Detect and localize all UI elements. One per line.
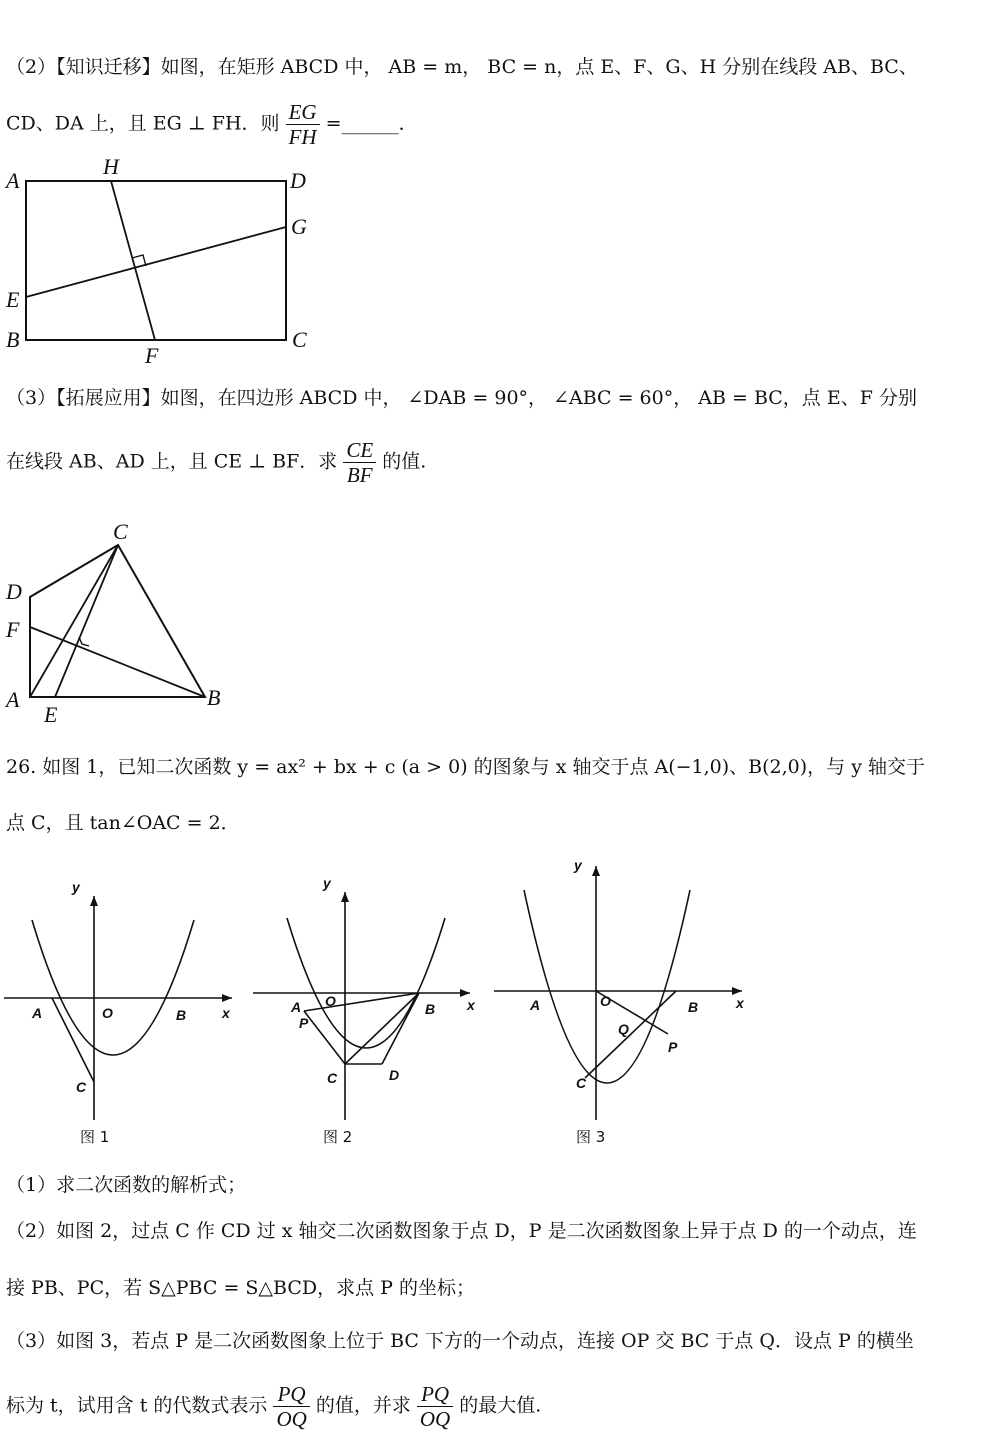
q26-part3-line2	[6, 1382, 541, 1431]
q25-3-line2-prefix: 在线段 AB、AD 上，且 CE ⊥ BF．求	[6, 450, 338, 473]
q25-3-line2	[6, 438, 426, 487]
figure-3	[490, 850, 760, 1150]
q26-part2-line2: 接 PB、PC，若 S△PBC = S△BCD，求点 P 的坐标；	[6, 1277, 475, 1299]
segment-eg	[26, 227, 286, 297]
axis-label-x: x	[467, 997, 475, 1013]
label-b: B	[176, 1007, 187, 1023]
q26-line1: 26. 如图 1，已知二次函数 y = ax² + bx + c (a > 0) 的图象与 x 轴交于点 A(−1,0)、B(2,0)，与 y 轴交于	[6, 756, 925, 778]
q26-part3-fraction-a	[273, 1382, 309, 1431]
fraction-denominator: OQ	[276, 1407, 307, 1431]
segment-db	[382, 993, 419, 1064]
x-axis-arrow	[222, 994, 232, 1002]
label-c: C	[327, 1070, 338, 1086]
label-c: C	[76, 1079, 87, 1095]
q25-3-line1: （3）【拓展应用】如图，在四边形 ABCD 中， ∠DAB = 90°， ∠ABC = 60°， AB = BC，点 E、F 分别	[6, 387, 917, 409]
label-p: P	[668, 1039, 678, 1055]
parabola	[287, 918, 445, 1048]
segment-hf	[111, 181, 155, 340]
q26-part3-fraction-b	[417, 1382, 453, 1431]
q25-2-line2	[6, 100, 418, 149]
label-b: B	[207, 685, 221, 710]
segment-ca	[30, 545, 118, 697]
label-h: H	[103, 154, 119, 179]
label-c: C	[113, 519, 128, 544]
label-a: A	[6, 687, 20, 712]
label-o: O	[325, 993, 336, 1009]
y-axis-arrow	[341, 892, 349, 902]
label-f: F	[6, 617, 20, 642]
label-p: P	[299, 1015, 309, 1031]
q25-2-line2-prefix: CD、DA 上，且 EG ⊥ FH．则	[6, 112, 280, 135]
x-axis-arrow	[732, 987, 742, 995]
parabola	[32, 920, 194, 1055]
label-q: Q	[618, 1021, 629, 1037]
label-d: D	[389, 1067, 400, 1083]
right-angle-mark	[79, 637, 89, 646]
quadrilateral-figure	[0, 515, 240, 730]
fraction-numerator: PQ	[273, 1382, 309, 1407]
figure-1	[0, 870, 245, 1150]
y-axis-arrow	[592, 866, 600, 876]
fraction-denominator: OQ	[419, 1407, 451, 1431]
fraction-denominator: FH	[288, 125, 317, 149]
label-b: B	[425, 1001, 436, 1017]
segment-bc	[585, 991, 676, 1078]
label-e: E	[6, 287, 20, 312]
label-g: G	[291, 214, 307, 239]
axis-label-x: x	[222, 1005, 230, 1021]
rectangle-figure	[0, 150, 340, 375]
label-f: F	[145, 343, 159, 368]
figure-caption: 图 2	[323, 1128, 353, 1146]
segment-pb	[304, 993, 419, 1011]
label-e: E	[44, 702, 58, 727]
axis-label-y: y	[323, 875, 331, 891]
figure-caption: 图 3	[576, 1128, 606, 1146]
x-axis-arrow	[460, 989, 470, 997]
label-c: C	[576, 1075, 587, 1091]
fraction-numerator: PQ	[417, 1382, 453, 1407]
label-d: D	[6, 579, 22, 604]
y-axis-arrow	[90, 896, 98, 906]
quadrilateral-abcd	[30, 545, 205, 697]
label-a: A	[32, 1005, 43, 1021]
q25-3-line2-suffix: 的值.	[382, 450, 427, 473]
q26-part3-line1: （3）如图 3，若点 P 是二次函数图象上位于 BC 下方的一个动点，连接 OP 交 BC 于点 Q．设点 P 的横坐	[6, 1330, 914, 1352]
label-c: C	[292, 327, 307, 352]
q25-2-line2-suffix: =______．	[325, 112, 418, 135]
label-b: B	[688, 999, 699, 1015]
q26-part3-suffix: 的最大值.	[459, 1394, 542, 1417]
segment-ac	[52, 998, 94, 1082]
q26-part3-mid: 的值，并求	[315, 1394, 411, 1417]
label-d: D	[290, 168, 306, 193]
figure-2	[245, 870, 490, 1150]
q26-part1: （1）求二次函数的解析式；	[6, 1174, 247, 1196]
axis-label-y: y	[72, 879, 80, 895]
q25-3-fraction	[343, 438, 376, 487]
q25-2-fraction	[286, 100, 320, 149]
segment-bf	[30, 627, 205, 697]
q26-line2: 点 C，且 tan∠OAC = 2．	[6, 812, 240, 834]
q25-2-line1: （2）【知识迁移】如图，在矩形 ABCD 中， AB = m， BC = n，点 E、F、G、H 分别在线段 AB、BC、	[6, 56, 918, 78]
segment-ce	[55, 545, 118, 697]
axis-label-x: x	[736, 995, 744, 1011]
q26-part2-line1: （2）如图 2，过点 C 作 CD 过 x 轴交二次函数图象于点 D，P 是二次函数图象上异于点 D 的一个动点，连	[6, 1220, 917, 1242]
label-a: A	[291, 999, 302, 1015]
figure-caption: 图 1	[80, 1128, 110, 1146]
segment-pc	[304, 1011, 345, 1064]
fraction-denominator: BF	[346, 463, 373, 487]
label-b: B	[6, 327, 20, 352]
label-o: O	[600, 993, 611, 1009]
rectangle-abcd	[26, 181, 286, 340]
fraction-numerator: CE	[343, 438, 376, 463]
fraction-numerator: EG	[286, 100, 320, 125]
axis-label-y: y	[574, 857, 582, 873]
label-a: A	[6, 168, 20, 193]
label-o: O	[102, 1005, 113, 1021]
q26-part3-prefix: 标为 t，试用含 t 的代数式表示	[6, 1394, 268, 1417]
label-a: A	[530, 997, 541, 1013]
parabola	[524, 890, 690, 1083]
